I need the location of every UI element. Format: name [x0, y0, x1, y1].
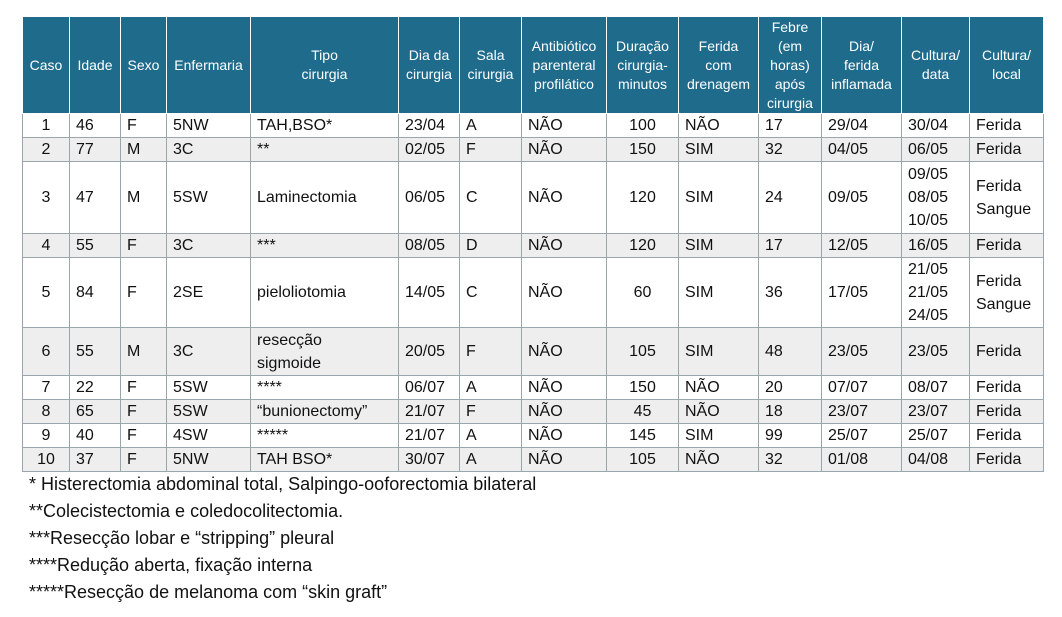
cell-sala: A	[460, 376, 522, 400]
cell-idade: 47	[70, 162, 121, 234]
cell-inflamada: 29/04	[822, 114, 902, 138]
header-dia-ferida-inflamada: Dia/ ferida inflamada	[822, 17, 902, 114]
cell-sexo: M	[121, 138, 167, 162]
cell-cultura-data: 23/05	[902, 328, 970, 376]
table-row	[23, 424, 1044, 448]
cell-tipo: “bunionectomy”	[251, 400, 399, 424]
header-ferida-drenagem: Ferida com drenagem	[679, 17, 759, 114]
cell-cultura-data: 06/05	[902, 138, 970, 162]
cell-inflamada: 17/05	[822, 258, 902, 328]
cell-sexo: F	[121, 400, 167, 424]
header-antibiotico: Antibiótico parenteral profilático	[522, 17, 607, 114]
cell-caso: 8	[23, 400, 70, 424]
cell-idade: 55	[70, 234, 121, 258]
cell-inflamada: 23/05	[822, 328, 902, 376]
footnote: ****Redução aberta, fixação interna	[29, 555, 313, 575]
cell-tipo: **	[251, 138, 399, 162]
cell-inflamada: 09/05	[822, 162, 902, 234]
cell-cultura-local: Ferida	[970, 448, 1044, 472]
cell-antibiotico: NÃO	[522, 328, 607, 376]
table-body	[23, 114, 1044, 472]
cell-duracao: 100	[607, 114, 679, 138]
cell-inflamada: 01/08	[822, 448, 902, 472]
cell-caso: 2	[23, 138, 70, 162]
cell-febre: 17	[759, 114, 822, 138]
cell-drenagem: NÃO	[679, 114, 759, 138]
cell-inflamada: 04/05	[822, 138, 902, 162]
cell-idade: 46	[70, 114, 121, 138]
cell-febre: 20	[759, 376, 822, 400]
cell-duracao: 45	[607, 400, 679, 424]
cell-dia: 14/05	[399, 258, 460, 328]
cell-sala: A	[460, 114, 522, 138]
header-tipo-cirurgia: Tipo cirurgia	[251, 17, 399, 114]
cell-cultura-data: 30/04	[902, 114, 970, 138]
cell-febre: 32	[759, 138, 822, 162]
cell-enfermaria: 3C	[167, 234, 251, 258]
cell-sexo: M	[121, 162, 167, 234]
header-cultura-data: Cultura/ data	[902, 17, 970, 114]
cell-enfermaria: 5SW	[167, 376, 251, 400]
cell-dia: 06/07	[399, 376, 460, 400]
cell-antibiotico: NÃO	[522, 138, 607, 162]
cell-cultura-data: 08/07	[902, 376, 970, 400]
cell-duracao: 150	[607, 376, 679, 400]
cell-dia: 23/04	[399, 114, 460, 138]
cell-dia: 20/05	[399, 328, 460, 376]
cell-idade: 22	[70, 376, 121, 400]
footnote: *****Resecção de melanoma com “skin graft”	[29, 582, 388, 602]
cell-duracao: 145	[607, 424, 679, 448]
header-febre: Febre (em horas) após cirurgia	[759, 17, 822, 114]
cell-dia: 02/05	[399, 138, 460, 162]
cell-caso: 7	[23, 376, 70, 400]
cell-drenagem: SIM	[679, 138, 759, 162]
cell-febre: 32	[759, 448, 822, 472]
cell-antibiotico: NÃO	[522, 448, 607, 472]
cell-febre: 99	[759, 424, 822, 448]
cell-febre: 17	[759, 234, 822, 258]
cell-sexo: M	[121, 328, 167, 376]
cell-idade: 84	[70, 258, 121, 328]
cell-sexo: F	[121, 258, 167, 328]
cell-enfermaria: 4SW	[167, 424, 251, 448]
table-row	[23, 448, 1044, 472]
cell-cultura-local: Ferida Sangue	[970, 162, 1044, 234]
cell-febre: 24	[759, 162, 822, 234]
cell-tipo: *****	[251, 424, 399, 448]
surgical-cases-table	[22, 16, 1044, 472]
cell-tipo: pieloliotomia	[251, 258, 399, 328]
cell-febre: 36	[759, 258, 822, 328]
table-row	[23, 376, 1044, 400]
cell-febre: 48	[759, 328, 822, 376]
cell-enfermaria: 5SW	[167, 400, 251, 424]
cell-drenagem: NÃO	[679, 376, 759, 400]
cell-sala: A	[460, 448, 522, 472]
cell-febre: 18	[759, 400, 822, 424]
cell-dia: 08/05	[399, 234, 460, 258]
table-row	[23, 234, 1044, 258]
cell-duracao: 120	[607, 162, 679, 234]
table-row	[23, 138, 1044, 162]
cell-idade: 40	[70, 424, 121, 448]
cell-sala: C	[460, 162, 522, 234]
cell-drenagem: SIM	[679, 328, 759, 376]
cell-cultura-data: 04/08	[902, 448, 970, 472]
cell-antibiotico: NÃO	[522, 162, 607, 234]
cell-antibiotico: NÃO	[522, 114, 607, 138]
cell-caso: 3	[23, 162, 70, 234]
cell-caso: 4	[23, 234, 70, 258]
cell-drenagem: SIM	[679, 258, 759, 328]
cell-duracao: 105	[607, 328, 679, 376]
cell-caso: 9	[23, 424, 70, 448]
cell-tipo: TAH,BSO*	[251, 114, 399, 138]
cell-antibiotico: NÃO	[522, 400, 607, 424]
cell-enfermaria: 3C	[167, 328, 251, 376]
cell-inflamada: 25/07	[822, 424, 902, 448]
cell-drenagem: NÃO	[679, 448, 759, 472]
cell-cultura-local: Ferida	[970, 138, 1044, 162]
cell-sexo: F	[121, 234, 167, 258]
cell-sala: C	[460, 258, 522, 328]
cell-idade: 55	[70, 328, 121, 376]
cell-enfermaria: 3C	[167, 138, 251, 162]
cell-sala: F	[460, 400, 522, 424]
table-row	[23, 162, 1044, 234]
cell-dia: 21/07	[399, 424, 460, 448]
cell-tipo: ***	[251, 234, 399, 258]
cell-inflamada: 07/07	[822, 376, 902, 400]
table-row	[23, 328, 1044, 376]
footnote: * Histerectomia abdominal total, Salpingo-ooforectomia bilateral	[29, 474, 537, 494]
cell-sexo: F	[121, 424, 167, 448]
cell-antibiotico: NÃO	[522, 424, 607, 448]
cell-duracao: 105	[607, 448, 679, 472]
cell-tipo: Laminectomia	[251, 162, 399, 234]
cell-caso: 6	[23, 328, 70, 376]
table-row	[23, 258, 1044, 328]
header-idade: Idade	[70, 17, 121, 114]
cell-caso: 1	[23, 114, 70, 138]
cell-enfermaria: 2SE	[167, 258, 251, 328]
cell-sexo: F	[121, 114, 167, 138]
header-enfermaria: Enfermaria	[167, 17, 251, 114]
header-duracao: Duração cirurgia- minutos	[607, 17, 679, 114]
cell-cultura-local: Ferida	[970, 400, 1044, 424]
cell-enfermaria: 5SW	[167, 162, 251, 234]
cell-idade: 65	[70, 400, 121, 424]
header-sexo: Sexo	[121, 17, 167, 114]
cell-cultura-local: Ferida	[970, 234, 1044, 258]
header-cultura-local: Cultura/ local	[970, 17, 1044, 114]
footnote: ***Resecção lobar e “stripping” pleural	[29, 528, 335, 548]
cell-cultura-local: Ferida	[970, 328, 1044, 376]
cell-antibiotico: NÃO	[522, 258, 607, 328]
header-row	[23, 17, 1044, 114]
cell-duracao: 120	[607, 234, 679, 258]
cell-sexo: F	[121, 376, 167, 400]
cell-tipo: resecção sigmoide	[251, 328, 399, 376]
cell-cultura-data: 23/07	[902, 400, 970, 424]
footnote: **Colecistectomia e coledocolitectomia.	[29, 501, 344, 521]
cell-tipo: ****	[251, 376, 399, 400]
cell-idade: 77	[70, 138, 121, 162]
cell-sexo: F	[121, 448, 167, 472]
table-row	[23, 400, 1044, 424]
header-sala-cirurgia: Sala cirurgia	[460, 17, 522, 114]
cell-cultura-data: 09/05 08/05 10/05	[902, 162, 970, 234]
cell-sala: A	[460, 424, 522, 448]
cell-sala: F	[460, 328, 522, 376]
table-row	[23, 114, 1044, 138]
cell-caso: 10	[23, 448, 70, 472]
cell-duracao: 60	[607, 258, 679, 328]
cell-dia: 21/07	[399, 400, 460, 424]
cell-drenagem: SIM	[679, 162, 759, 234]
cell-cultura-local: Ferida	[970, 114, 1044, 138]
cell-sala: F	[460, 138, 522, 162]
footnotes	[29, 471, 536, 606]
cell-dia: 06/05	[399, 162, 460, 234]
cell-enfermaria: 5NW	[167, 114, 251, 138]
cell-antibiotico: NÃO	[522, 234, 607, 258]
cell-cultura-local: Ferida	[970, 376, 1044, 400]
cell-inflamada: 23/07	[822, 400, 902, 424]
cell-dia: 30/07	[399, 448, 460, 472]
cell-caso: 5	[23, 258, 70, 328]
cell-antibiotico: NÃO	[522, 376, 607, 400]
cell-idade: 37	[70, 448, 121, 472]
cell-inflamada: 12/05	[822, 234, 902, 258]
cell-duracao: 150	[607, 138, 679, 162]
cell-sala: D	[460, 234, 522, 258]
cell-enfermaria: 5NW	[167, 448, 251, 472]
header-caso: Caso	[23, 17, 70, 114]
cell-tipo: TAH BSO*	[251, 448, 399, 472]
cell-cultura-local: Ferida	[970, 424, 1044, 448]
cell-cultura-data: 25/07	[902, 424, 970, 448]
cell-drenagem: SIM	[679, 424, 759, 448]
cell-drenagem: NÃO	[679, 400, 759, 424]
header-dia-cirurgia: Dia da cirurgia	[399, 17, 460, 114]
cell-cultura-local: Ferida Sangue	[970, 258, 1044, 328]
cell-drenagem: SIM	[679, 234, 759, 258]
cell-cultura-data: 16/05	[902, 234, 970, 258]
cell-cultura-data: 21/05 21/05 24/05	[902, 258, 970, 328]
